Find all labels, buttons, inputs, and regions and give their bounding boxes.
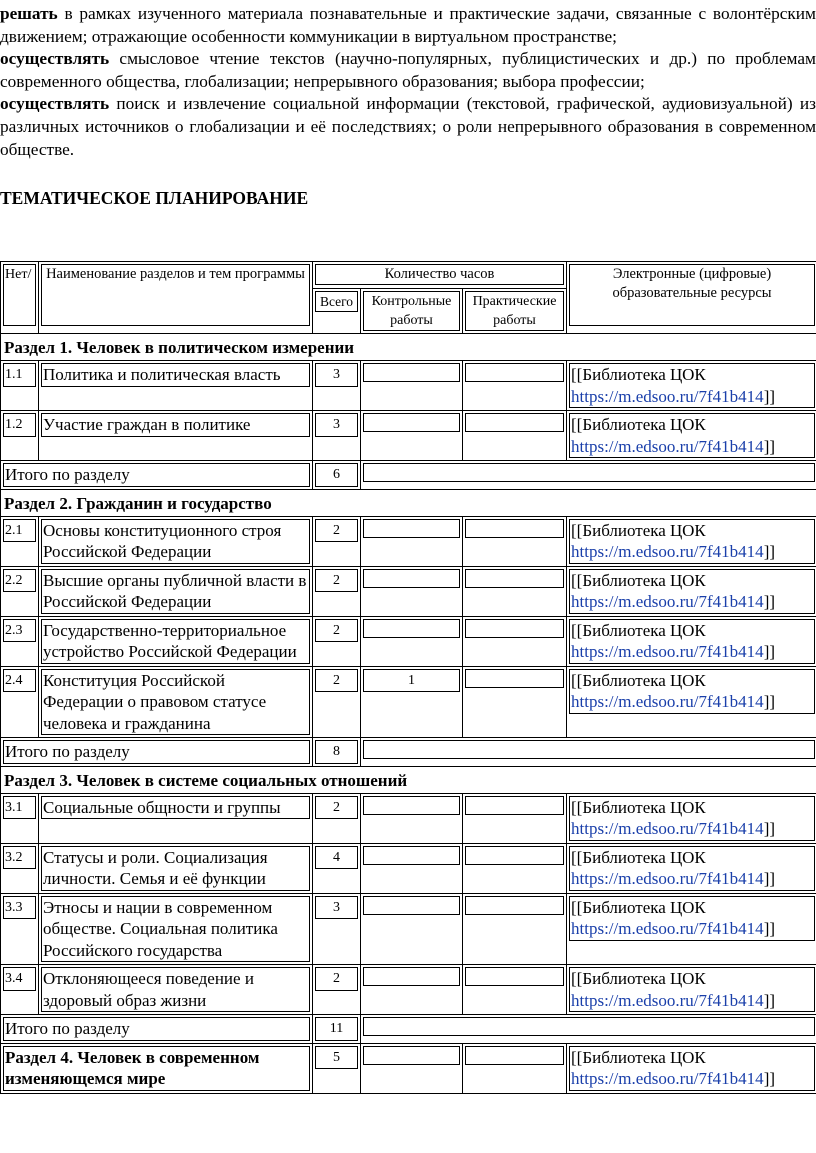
header-resources: Электронные (цифровые) образовательные ресурсы	[569, 264, 815, 326]
row-total-hours: 3	[315, 363, 358, 387]
table-row	[1, 361, 816, 411]
row-practice-works	[465, 669, 564, 688]
resource-library-label: [[Библиотека ЦОК	[571, 620, 706, 640]
resource-cell	[569, 1046, 815, 1091]
resource-cell	[569, 413, 815, 458]
resource-library-label: [[Библиотека ЦОК	[571, 969, 706, 988]
resource-cell	[569, 967, 815, 1012]
intro-verb-1: решать	[0, 4, 58, 23]
row-number: 1.2	[3, 413, 36, 437]
intro-text-3: поиск и извлечение социальной информации (текстовой, графической, аудиовизуальной) из различных источников о глобализации и её последствиях; о роли непрерывного образования в современном обществе.	[0, 94, 816, 159]
row-total-hours: 3	[315, 413, 358, 437]
resource-suffix: ]]	[763, 869, 776, 888]
section-title: Раздел 1. Человек в политическом измерении	[4, 338, 355, 357]
table-row	[1, 843, 816, 893]
resource-link[interactable]: https://m.edsoo.ru/7f41b414	[571, 436, 764, 456]
section-row	[1, 1043, 816, 1093]
resource-cell	[569, 896, 815, 941]
row-control-works	[363, 519, 460, 538]
intro-paragraph-1	[0, 3, 816, 48]
row-topic: Конституция Российской Федерации о правовом статусе человека и гражданина	[41, 669, 310, 736]
section-row	[1, 489, 816, 516]
row-total-hours: 2	[315, 669, 358, 693]
section-total-hours: 5	[315, 1046, 358, 1070]
resource-link[interactable]: https://m.edsoo.ru/7f41b414	[571, 919, 764, 938]
resource-suffix: ]]	[763, 692, 776, 711]
resource-link[interactable]: https://m.edsoo.ru/7f41b414	[571, 592, 764, 611]
resource-cell	[569, 619, 815, 664]
resource-library-label: [[Библиотека ЦОК	[571, 797, 706, 817]
thematic-plan-table	[0, 261, 816, 1094]
resource-cell	[569, 846, 815, 891]
row-control-works	[363, 967, 460, 986]
row-practice-works	[465, 796, 564, 815]
row-topic: Социальные общности и группы	[41, 796, 310, 820]
resource-library-label: [[Библиотека ЦОК	[571, 570, 706, 590]
header-control: Контрольные работы	[363, 291, 460, 331]
section-heading: ТЕМАТИЧЕСКОЕ ПЛАНИРОВАНИЕ	[0, 188, 309, 208]
row-practice-works	[465, 846, 564, 865]
subtotal-label: Итого по разделу	[3, 463, 310, 487]
header-num: Нет/	[3, 264, 36, 326]
resource-library-label: [[Библиотека ЦОК	[571, 670, 706, 690]
resource-link[interactable]: https://m.edsoo.ru/7f41b414	[571, 990, 764, 1010]
row-practice-works	[465, 363, 564, 382]
row-total-hours: 2	[315, 619, 358, 643]
row-control-works	[363, 619, 460, 638]
resource-library-label: [[Библиотека ЦОК	[571, 1047, 706, 1067]
row-total-hours: 3	[315, 896, 358, 920]
section-control-empty	[363, 1046, 460, 1065]
row-number: 3.1	[3, 796, 36, 820]
section-title: Раздел 3. Человек в системе социальных отношений	[4, 770, 408, 790]
resource-cell	[569, 519, 815, 564]
row-topic: Высшие органы публичной власти в Российской Федерации	[41, 569, 310, 614]
row-control-works	[363, 846, 460, 865]
row-total-hours: 2	[315, 569, 358, 593]
intro-verb-3: осуществлять	[0, 94, 110, 114]
row-control-works	[363, 896, 460, 915]
row-number: 2.2	[3, 569, 36, 593]
header-hours: Количество часов	[315, 264, 564, 285]
resource-cell	[569, 569, 815, 614]
subtotal-label: Итого по разделу	[3, 1017, 310, 1041]
subtotal-row	[1, 1015, 816, 1044]
section-row	[1, 766, 816, 793]
row-total-hours: 2	[315, 796, 358, 820]
header-total: Всего	[315, 291, 358, 312]
resource-suffix: ]]	[763, 642, 776, 661]
resource-suffix: ]]	[763, 542, 776, 561]
subtotal-hours: 8	[315, 740, 358, 764]
header-name: Наименование разделов и тем программы	[41, 264, 310, 326]
resource-suffix: ]]	[763, 919, 776, 938]
resource-suffix: ]]	[763, 819, 776, 838]
subtotal-label: Итого по разделу	[3, 740, 310, 764]
row-practice-works	[465, 967, 564, 986]
resource-cell	[569, 363, 815, 408]
row-practice-works	[465, 619, 564, 638]
row-practice-works	[465, 519, 564, 538]
header-practice: Практические работы	[465, 291, 564, 331]
resource-link[interactable]: https://m.edsoo.ru/7f41b414	[571, 869, 764, 888]
section-title: Раздел 2. Гражданин и государство	[4, 493, 272, 513]
subtotal-hours: 11	[315, 1017, 358, 1041]
resource-library-label: [[Библиотека ЦОК	[571, 847, 706, 867]
table-row	[1, 666, 816, 738]
intro-verb-2: осуществлять	[0, 49, 110, 69]
subtotal-empty	[363, 740, 815, 759]
row-practice-works	[465, 413, 564, 432]
row-number: 3.4	[3, 967, 36, 991]
row-topic: Политика и политическая власть	[41, 363, 310, 387]
row-total-hours: 4	[315, 846, 358, 870]
section-practice-empty	[465, 1046, 564, 1065]
table-row	[1, 516, 816, 566]
row-topic: Этносы и нации в современном обществе. Социальная политика Российского государства	[41, 896, 310, 963]
row-topic: Отклоняющееся поведение и здоровый образ жизни	[41, 967, 310, 1012]
resource-library-label: [[Библиотека ЦОК	[571, 415, 706, 434]
intro-text	[0, 3, 816, 161]
resource-library-label: [[Библиотека ЦОК	[571, 365, 706, 384]
section-title: Раздел 4. Человек в современном изменяющемся мире	[3, 1046, 310, 1091]
subtotal-empty	[363, 1017, 815, 1036]
table-row	[1, 616, 816, 666]
table-row	[1, 411, 816, 461]
section-row	[1, 334, 816, 361]
row-practice-works	[465, 896, 564, 915]
table-row	[1, 893, 816, 965]
row-topic: Основы конституционного строя Российской Федерации	[41, 519, 310, 564]
table-row	[1, 566, 816, 616]
row-topic: Участие граждан в политике	[41, 413, 310, 437]
row-number: 1.1	[3, 363, 36, 387]
resource-link[interactable]: https://m.edsoo.ru/7f41b414	[571, 1069, 764, 1088]
subtotal-empty	[363, 463, 815, 482]
resource-suffix: ]]	[763, 990, 776, 1010]
row-control-works	[363, 796, 460, 815]
subtotal-row	[1, 738, 816, 767]
row-control-works	[363, 413, 460, 432]
row-number: 2.1	[3, 519, 36, 543]
resource-cell	[569, 669, 815, 714]
intro-paragraph-2	[0, 48, 816, 93]
row-total-hours: 2	[315, 519, 358, 543]
row-control-works: 1	[363, 669, 460, 693]
row-total-hours: 2	[315, 967, 358, 991]
row-practice-works	[465, 569, 564, 588]
row-control-works	[363, 363, 460, 382]
row-topic: Государственно-территориальное устройство Российской Федерации	[41, 619, 310, 664]
intro-text-2: смысловое чтение текстов (научно-популярных, публицистических и др.) по проблемам современного общества, глобализации; непрерывного образования; выбора профессии;	[0, 49, 816, 91]
row-number: 3.3	[3, 896, 36, 920]
resource-link[interactable]: https://m.edsoo.ru/7f41b414	[571, 819, 764, 838]
subtotal-hours: 6	[315, 463, 358, 487]
table-header-row	[1, 262, 816, 289]
resource-library-label: [[Библиотека ЦОК	[571, 897, 706, 917]
table-row	[1, 965, 816, 1015]
row-topic: Статусы и роли. Социализация личности. Семья и её функции	[41, 846, 310, 891]
resource-suffix: ]]	[763, 386, 776, 406]
resource-link[interactable]: https://m.edsoo.ru/7f41b414	[571, 692, 764, 711]
table-row	[1, 793, 816, 843]
resource-library-label: [[Библиотека ЦОК	[571, 520, 706, 540]
row-number: 2.3	[3, 619, 36, 643]
row-number: 3.2	[3, 846, 36, 870]
intro-paragraph-3	[0, 93, 816, 161]
resource-cell	[569, 796, 815, 841]
resource-link[interactable]: https://m.edsoo.ru/7f41b414	[571, 642, 764, 661]
row-number: 2.4	[3, 669, 36, 693]
resource-suffix: ]]	[763, 592, 776, 611]
resource-link[interactable]: https://m.edsoo.ru/7f41b414	[571, 386, 764, 406]
resource-suffix: ]]	[763, 1069, 776, 1088]
resource-link[interactable]: https://m.edsoo.ru/7f41b414	[571, 542, 764, 561]
row-control-works	[363, 569, 460, 588]
subtotal-row	[1, 461, 816, 490]
resource-suffix: ]]	[763, 436, 776, 456]
intro-text-1: в рамках изученного материала познавательные и практические задачи, связанные с волонтёрским движением; отражающие особенности коммуникации в виртуальном пространстве;	[0, 4, 816, 46]
